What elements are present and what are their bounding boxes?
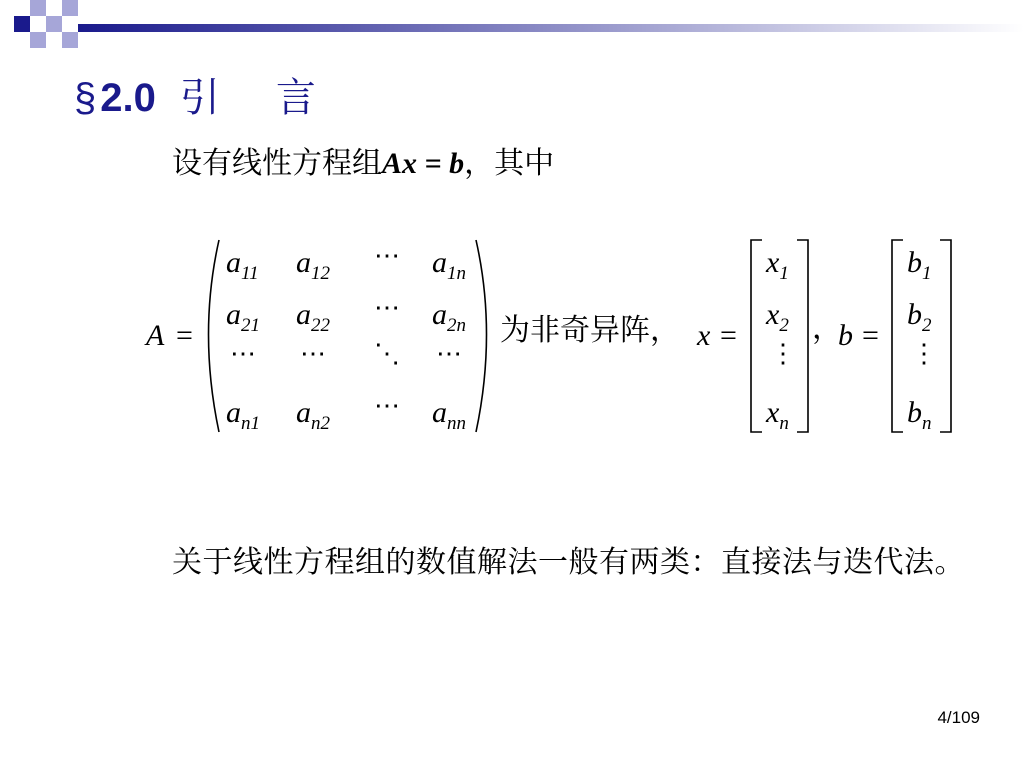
matrix-a-entry: $a_{2n}$: [432, 298, 466, 336]
matrix-a-entry: ⋯: [230, 339, 256, 368]
section-number: 2.0: [100, 76, 156, 120]
nonsingular-text: 为非奇异阵，: [500, 313, 680, 348]
vector-b-entry: $b_1$: [907, 246, 932, 284]
matrix-a-label: A: [146, 319, 165, 352]
body-paragraph: 关于线性方程组的数值解法一般有两类：直接法与迭代法。: [172, 545, 965, 580]
matrix-a-left-paren: [209, 240, 220, 432]
matrix-a-entry: ⋯: [300, 339, 326, 368]
matrix-a-entry: ⋯: [374, 241, 400, 270]
vector-x-entry: $x_n$: [766, 396, 789, 434]
matrix-a-entry: $a_{nn}$: [432, 396, 466, 434]
matrix-a-entry: ⋯: [374, 391, 400, 420]
matrix-a-entry: ⋱: [374, 339, 400, 368]
equals-sign: =: [720, 319, 737, 352]
vector-b-left-bracket: [892, 240, 903, 432]
matrix-a-entry: $a_{21}$: [226, 298, 260, 336]
page-number: 4/109: [937, 708, 980, 727]
matrix-a-entry: $a_{12}$: [296, 246, 330, 284]
vector-b-label: b: [838, 319, 853, 352]
vector-x-entry: $x_1$: [766, 246, 789, 284]
equals-sign: =: [862, 319, 879, 352]
intro-text-before: 设有线性方程组: [172, 146, 382, 181]
matrix-a-entry: $a_{1n}$: [432, 246, 466, 284]
matrix-a-entry: ⋯: [374, 293, 400, 322]
section-symbol: §: [74, 76, 97, 120]
intro-text-after: ，其中: [464, 146, 555, 181]
matrix-a-entry: ⋯: [436, 339, 462, 368]
matrix-a-entry: $a_{n1}$: [226, 396, 260, 434]
vector-b-entry: $b_2$: [907, 298, 932, 336]
vector-x-right-bracket: [797, 240, 808, 432]
vector-b-right-bracket: [940, 240, 951, 432]
vector-x-left-bracket: [751, 240, 762, 432]
vector-x-entry: ⋮: [770, 339, 796, 368]
vector-b-entry: ⋮: [911, 339, 937, 368]
matrix-a-entry: $a_{22}$: [296, 298, 330, 336]
equals-sign: =: [176, 319, 193, 352]
vector-x-label: x: [697, 319, 711, 352]
section-title-word: 引言: [179, 75, 372, 121]
matrix-a-right-paren: [476, 240, 487, 432]
vector-b-entry: $b_n$: [907, 396, 932, 434]
vector-x-entry: $x_2$: [766, 298, 789, 336]
matrix-a-entry: $a_{n2}$: [296, 396, 330, 434]
intro-equation: Ax = b: [382, 147, 465, 180]
separator-comma: ，: [812, 311, 842, 346]
matrix-a-entry: $a_{11}$: [226, 246, 259, 284]
